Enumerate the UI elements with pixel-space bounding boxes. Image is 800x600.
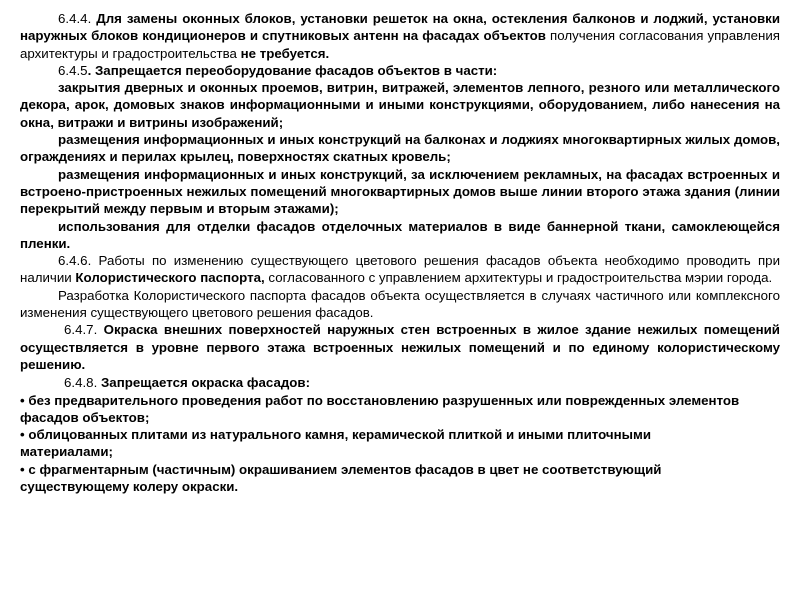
list-item: размещения информационных и иных конструкций, за исключением рекламных, на фасадах встроенных и встроено-пристроенных нежилых помещений многоквартирных домов выше линии второго этажа здания (линии перекрытий между первым и вторым этажами);: [20, 166, 780, 217]
clause-number: 6.4.7.: [64, 322, 98, 338]
bullet-icon: •: [20, 392, 25, 408]
paragraph-6-4-6-extra: Разработка Колористического паспорта фасадов объекта осуществляется в случаях частичного или комплексного изменения существующего цветового решения фасадов.: [20, 287, 780, 321]
clause-bold-text: . Запрещается переоборудование фасадов объектов в части:: [87, 62, 498, 78]
paragraph-6-4-6: [20, 252, 780, 287]
clause-number: 6.4.5: [58, 62, 88, 78]
clause-number: 6.4.4.: [58, 11, 92, 26]
list-item: • с фрагментарным (частичным) окрашиванием элементов фасадов в цвет не соответствующий существующему колеру окраски.: [20, 461, 662, 495]
bullet-list: [20, 392, 740, 496]
clause-bold-text: Колористического паспорта,: [75, 270, 265, 286]
clause-bold-text: Окраска внешних поверхностей наружных стен встроенных в жилое здание нежилых помещений осуществляется в уровне первого этажа встроенных нежилых помещений и по единому колористическому решению.: [20, 322, 780, 372]
clause-number: 6.4.8.: [64, 375, 98, 391]
paragraph-6-4-5-heading: [20, 62, 780, 79]
document-body: [20, 10, 780, 495]
list-item: закрытия дверных и оконных проемов, витрин, витражей, элементов лепного, резного или металлического декора, арок, домовых знаков информационными и иными конструкциями, оборудованием, либо нанесения на окна, витражи и витрины изображений;: [20, 80, 780, 130]
paragraph-6-4-8-heading: [20, 374, 780, 391]
list-item: размещения информационных и иных конструкций на балконах и лоджиях многоквартирных жилых домов, ограждениях и перилах крылец, поверхностях скатных кровель;: [20, 132, 780, 165]
list-item: использования для отделки фасадов отделочных материалов в виде баннерной ткани, самоклеющейся пленки.: [20, 218, 780, 251]
list-item: • облицованных плитами из натурального камня, керамической плиткой и иными плиточными материалами;: [20, 427, 652, 460]
clause-text: 6.4.6. Работы по изменению существующего цветового решения фасадов объекта необходимо проводить при наличии: [20, 253, 780, 286]
clause-bold-text: Для замены оконных блоков, установки решеток на окна, остекления балконов и лоджий, установки наружных блоков кондиционеров и спутниковых антенн на фасадах объектов: [20, 11, 780, 44]
paragraph-6-4-4: [20, 10, 780, 62]
list-item: • без предварительного проведения работ по восстановлению разрушенных или поврежденных элементов фасадов объектов;: [20, 392, 740, 425]
bullet-icon: •: [20, 461, 25, 477]
clause-bold-text: Запрещается окраска фасадов:: [97, 375, 311, 391]
clause-text-end: согласованного с управлением архитектуры и градостроительства мэрии города.: [264, 270, 773, 286]
paragraph-6-4-7: [20, 321, 780, 373]
clause-text: получения согласования управления архитектуры и градостроительства: [20, 28, 780, 61]
clause-bold-ending: не требуется.: [240, 45, 330, 61]
bullet-icon: •: [20, 427, 25, 443]
